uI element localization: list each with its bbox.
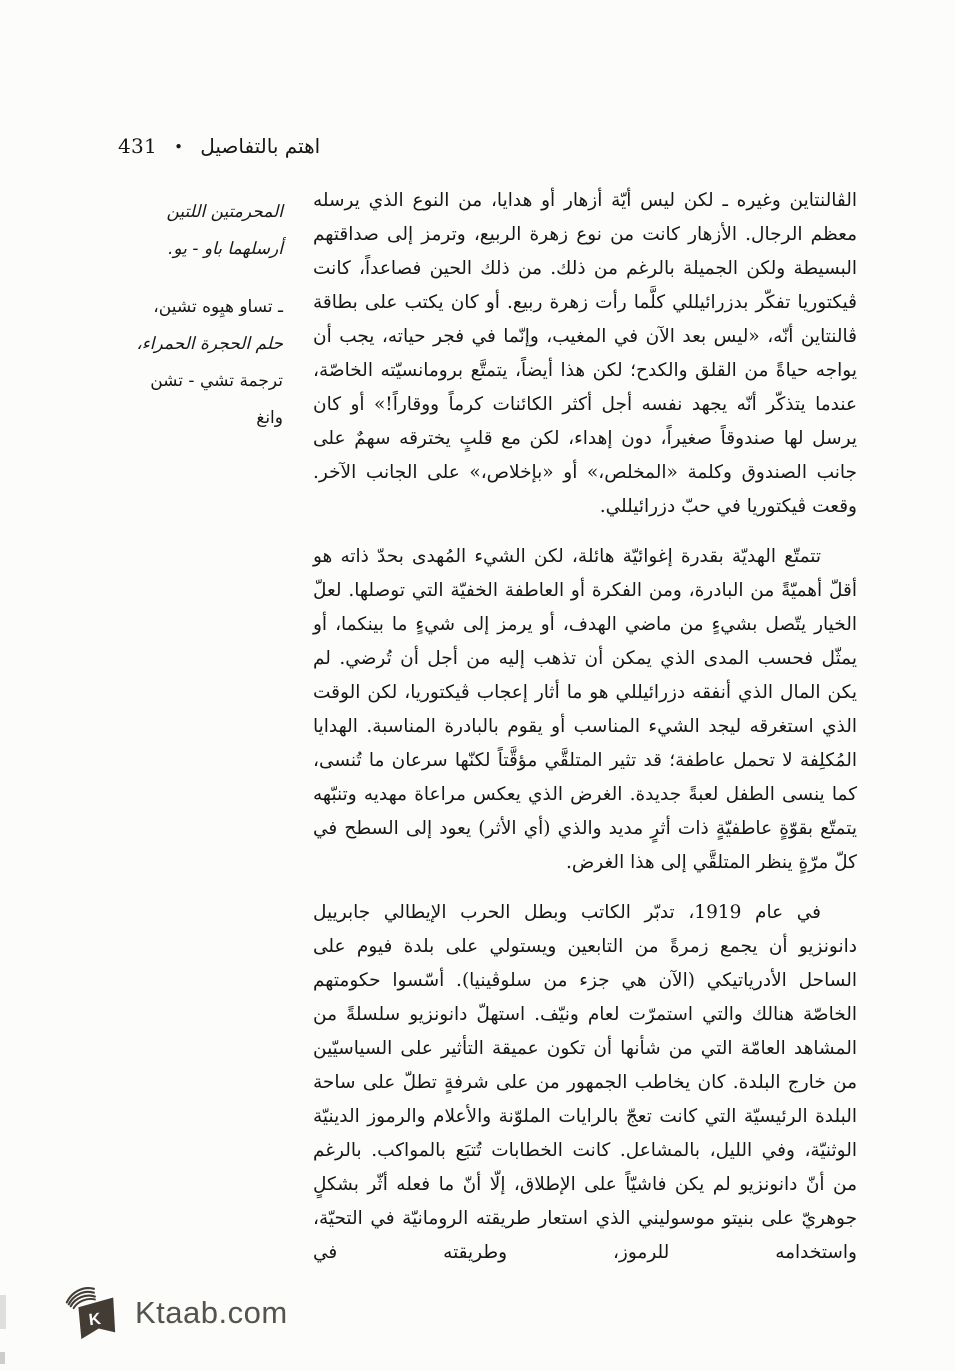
paragraph-dannunzio: في عام 1919، تدبّر الكاتب وبطل الحرب الإيطالي جابرييل دانونزيو أن يجمع زمرةً من التابعين ويستولي على بلدة فيوم على الساحل الأدرياتيكي (الآن هي جزء من سلوڤينيا). أسّسوا حكومتهم الخاصّة هنالك والتي استمرّت لعام ونيّف. استهلّ دانونزيو سلسلةً من المشاهد العامّة التي من شأنها أن تكون عميقة التأثير على السياسيّين من خارج البلدة. كان يخاطب الجمهور من على شرفةٍ تطلّ على ساحة البلدة الرئيسيّة التي كانت تعجّ بالرايات الملوّنة والأعلام والرموز الدينيّة الوثنيّة، وفي الليل، بالمشاعل. كانت الخطابات تُتبَع بالمواكب. بالرغم من أنّ دانونزيو لم يكن فاشيّاً على الإطلاق، إلّا أنّ ما فعله أثّر بشكلٍ جوهريّ على بنيتو موسوليني الذي استعار طريقته الرومانيّة في التحيّة، واستخدامه للرموز، وطريقته في (313, 902, 857, 1263)
margin-note-line: ـ تساو هيِوه تشين، (153, 297, 283, 317)
margin-note-line: أرسلهما باو - يو. (167, 239, 283, 259)
header-separator-bullet: • (174, 137, 184, 156)
running-header (118, 134, 320, 158)
ktaab-watermark (62, 1284, 288, 1342)
logo-letter: K (87, 1309, 102, 1330)
margin-note-book-title: حلم الحجرة الحمراء، (136, 334, 283, 354)
paragraph-valentines: الڤالنتاين وغيره ـ لكن ليس أيّة أزهار أو هدايا، من النوع الذي يرسله معظم الرجال. الأزهار كانت من نوع زهرة الربيع، وترمز إلى صداقتهم البسيطة ولكن الجميلة بالرغم من ذلك. من ذلك الحين فصاعداً، كانت ڤيكتوريا تفكّر بدزرائيللي كلَّما رأت زهرة ربيع. أو كان يكتب على بطاقة ڤالنتاين أنّه، «ليس بعد الآن في المغيب، وإنّما في فجر حياته، يجب أن يواجه حياةً من القلق والكدح؛ لكن هذا أيضاً، يتمتَّع برومانسيّته الخاصّة، عندما يتذكّر أنّه يجهد نفسه أجل أكثر الكائنات كرماً ووقاراً!» أو كان يرسل لها صندوقاً صغيراً، دون إهداء، لكن مع قلبٍ يخترقه سهمٌ على جانب الصندوق وكلمة «المخلص،» أو «بإخلاص،» على الجانب الآخر. وقعت ڤيكتوريا في حبّ دزرائيللي. (313, 190, 857, 517)
scan-artifact (0, 1295, 6, 1329)
margin-note-citation (98, 289, 283, 437)
page-number: 431 (118, 134, 158, 158)
paragraph-gift-power: تتمتّع الهديّة بقدرة إغوائيّة هائلة، لكن الشيء المُهدى بحدّ ذاته هو أقلّ أهميّةً من البادرة، ومن الفكرة أو العاطفة الخفيّة التي توصلها. لعلّ الخيار يتّصل بشيءٍ من ماضي الهدف، أو يرمز إلى شيءٍ ما بينكما، أو يمثّل فحسب المدى الذي يمكن أن تذهب إليه من أجل أن تُرضي. لم يكن المال الذي أنفقه دزرائيللي هو ما أثار إعجاب ڤيكتوريا، لكن الوقت الذي استغرقه ليجد الشيء المناسب أو يقوم بالبادرة المناسبة. الهدايا المُكلِفة لا تحمل عاطفة؛ قد تثير المتلقَّي مؤقَّتاً لكنّها سرعان ما تُنسى، كما ينسى الطفل لعبةً جديدة. الغرض الذي يعكس مراعاة مهديه وتنبّهه يتمتّع بقوّةٍ عاطفيّةٍ ذات أثرٍ مديد والذي (أي الأثر) يعود إلى السطح في كلّ مرّةٍ ينظر المتلقَّي إلى هذا الغرض. (313, 546, 857, 873)
margin-note-line: المحرمتين اللتين (166, 202, 283, 222)
open-book-logo-icon (62, 1284, 120, 1342)
margin-note-handkerchiefs (98, 194, 283, 268)
chapter-title: اهتم بالتفاصيل (200, 134, 321, 158)
margin-note-line: وانغ (256, 408, 283, 428)
watermark-site-name: Ktaab.com (135, 1295, 288, 1330)
body-text-column (313, 184, 857, 1286)
margin-note-line: ترجمة تشي - تشن (150, 371, 283, 391)
scan-artifact (0, 1352, 5, 1364)
